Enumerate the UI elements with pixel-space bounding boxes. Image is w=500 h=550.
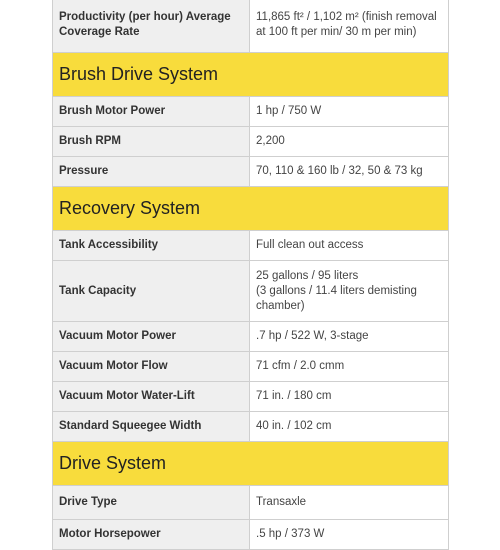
spec-value — [250, 486, 448, 519]
table-row — [53, 0, 448, 53]
spec-value — [250, 382, 448, 411]
spec-label-text: Brush Motor Power — [59, 105, 166, 117]
spec-value — [250, 261, 448, 321]
table-row — [53, 486, 448, 520]
spec-label — [53, 97, 250, 126]
spec-value-text: 71 cfm / 2.0 cmm — [256, 360, 345, 372]
spec-value-text: Transaxle — [256, 496, 307, 508]
spec-value-text: 25 gallons / 95 liters (3 gallons / 11.4 liters demisting chamber) — [256, 269, 417, 312]
spec-label-text: Tank Capacity — [59, 284, 137, 297]
table-row — [53, 382, 448, 412]
table-row — [53, 97, 448, 127]
spec-value — [250, 412, 448, 441]
spec-label — [53, 0, 250, 52]
spec-label — [53, 412, 250, 441]
section-header: Brush Drive System — [53, 53, 448, 97]
spec-value-text: Full clean out access — [256, 239, 364, 251]
table-row — [53, 352, 448, 382]
table-row — [53, 322, 448, 352]
spec-value-text: 2,200 — [256, 135, 285, 147]
spec-label — [53, 352, 250, 381]
spec-label — [53, 127, 250, 156]
spec-value-text: 1 hp / 750 W — [256, 105, 322, 117]
table-row — [53, 157, 448, 187]
table-row — [53, 520, 448, 550]
spec-label-text: Vacuum Motor Power — [59, 330, 176, 342]
section-header: Drive System — [53, 442, 448, 486]
section-header: Recovery System — [53, 187, 448, 231]
spec-label — [53, 231, 250, 260]
spec-label-text: Motor Horsepower — [59, 528, 161, 540]
table-row — [53, 412, 448, 442]
spec-label-text: Brush RPM — [59, 135, 121, 147]
table-row — [53, 127, 448, 157]
spec-label — [53, 382, 250, 411]
spec-label — [53, 486, 250, 519]
spec-value-text: 11,865 ft² / 1,102 m² (finish removal at 100 ft per min/ 30 m per min) — [256, 10, 437, 38]
spec-label-text: Tank Accessibility — [59, 239, 159, 251]
spec-label-text: Vacuum Motor Water-Lift — [59, 390, 195, 402]
spec-label-text: Productivity (per hour) Average Coverage Rate — [59, 10, 231, 38]
spec-label-text: Standard Squeegee Width — [59, 420, 202, 432]
spec-value — [250, 322, 448, 351]
spec-label-text: Drive Type — [59, 496, 117, 508]
spec-label — [53, 520, 250, 549]
spec-value — [250, 157, 448, 186]
spec-label-text: Vacuum Motor Flow — [59, 360, 168, 372]
spec-value-text: .7 hp / 522 W, 3-stage — [256, 330, 369, 342]
spec-label — [53, 157, 250, 186]
spec-value — [250, 352, 448, 381]
spec-value-text: 71 in. / 180 cm — [256, 390, 332, 402]
spec-value — [250, 0, 448, 52]
spec-value — [250, 231, 448, 260]
spec-label — [53, 322, 250, 351]
spec-value-text: 70, 110 & 160 lb / 32, 50 & 73 kg — [256, 165, 423, 177]
spec-table — [52, 0, 449, 550]
spec-value-text: .5 hp / 373 W — [256, 528, 325, 540]
spec-value-text: 40 in. / 102 cm — [256, 420, 332, 432]
spec-label — [53, 261, 250, 321]
spec-value — [250, 520, 448, 549]
table-row — [53, 261, 448, 322]
spec-value — [250, 97, 448, 126]
spec-label-text: Pressure — [59, 165, 109, 177]
spec-value — [250, 127, 448, 156]
table-row — [53, 231, 448, 261]
